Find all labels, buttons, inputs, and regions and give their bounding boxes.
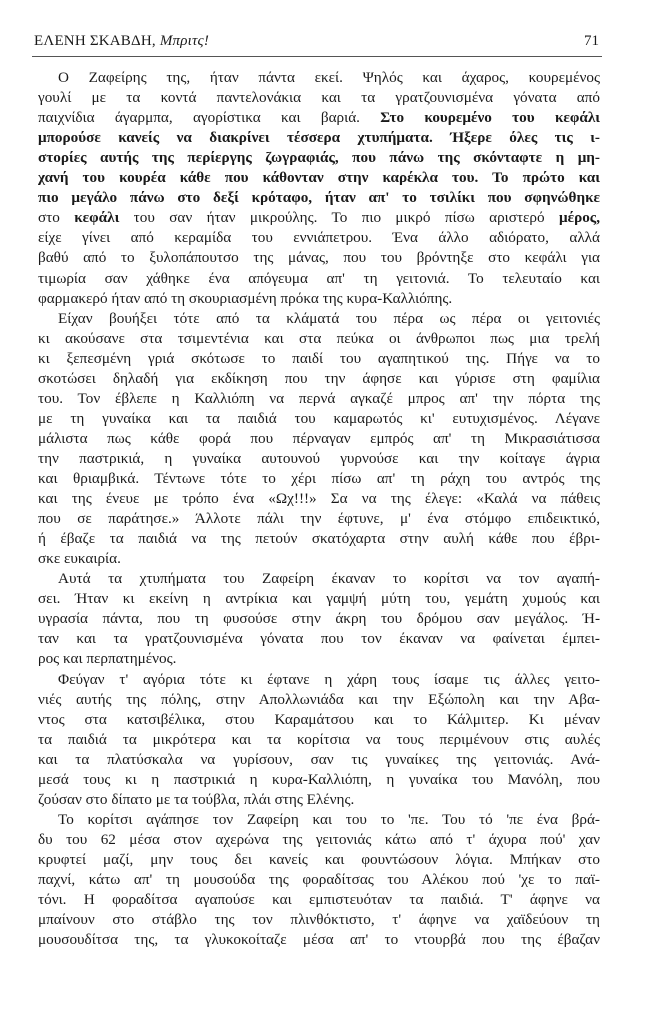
- book-title: Μπριτς!: [159, 33, 210, 49]
- text-line: σκε ευκαιρία.: [38, 550, 121, 567]
- text-line: μάλιστα πως κάθε φορά που πέρναγαν εμπρός απ' τη Μικρασιάτισσα: [38, 430, 600, 447]
- text-line: και θριαμβικά. Τέντωνε τότε το χέρι πίσω απ' τη ράχη του αντρός της: [38, 470, 600, 487]
- text-line: με τη γυναίκα και τα παιδιά του καμαρωτός κι' ευτυχισμένος. Λέγανε: [38, 410, 600, 427]
- text-line: ή έβαζε τα παιδιά να της πετούν σκατόχαρτα στην αυλή κάθε που έβρι-: [38, 530, 600, 547]
- text-line: χανή του κουρέα κάθε που κάθονταν στην καρέκλα του. Το πρώτο και: [38, 169, 600, 186]
- text-line: κρυφτεί μαζί, μην τους δει κανείς και φουντώσουν λόγια. Μπήκαν στο: [38, 851, 600, 868]
- text-line: [38, 208, 600, 228]
- text-run: του σαν ήταν μικρούλης. Το πιο μικρό πίσω αριστερό: [119, 209, 559, 226]
- text-line: δυ του 62 μέσα στον αχερώνα της γειτονιάς κάτω από τ' άχυρα πού' χαν: [38, 831, 600, 848]
- text-line: υγρασία πάντα, που τη φυσούσε στην άκρη του δρόμου σαν μεγάλος. Ή-: [38, 610, 600, 627]
- text-line: ζούσαν στο δίπατο με τα τούβλα, πλάι στης Ελένης.: [38, 791, 355, 808]
- text-line: την παστρικιά, η γυναίκα αυτουνού γυρνούσε και την κοίταγε άγρια: [38, 450, 600, 467]
- text-line: Είχαν βουήξει τότε από τα κλάματά του πέρα ως πέρα οι γειτονιές: [58, 310, 600, 327]
- text-line: γουλί με τα κοντά παντελονάκια και τα γρατζουνισμένα γόνατα από: [38, 89, 600, 106]
- text-line: ρος και περπατημένος.: [38, 650, 177, 667]
- text-line: κι ξεπεσμένη γριά σκότωσε το παιδί του αγαπητικού της. Πήγε να το: [38, 350, 600, 367]
- text-line: του. Τον έβλεπε η Καλλιόπη να περνά αγκαζέ μπρος απ' την πόρτα της: [38, 390, 600, 407]
- text-line: Ο Ζαφείρης της, ήταν πάντα εκεί. Ψηλός και άχαρος, κουρεμένος: [58, 69, 600, 86]
- text-line: ταν και τα γρατζουνισμένα γόνατα που τον έκαναν να φαίνεται έμπει-: [38, 630, 600, 647]
- text-line: είχε γίνει από κεραμίδα του εννιάπετρου. Ένα άλλο αδιόρατο, αλλά: [38, 229, 600, 246]
- text-line: και της ένευε με τρόπο ένα «Ωχ!!!» Σα να της έλεγε: «Καλά να πάθεις: [38, 490, 600, 507]
- text-run: παιχνίδια άγαρμπα, αγορίστικα και βαριά.: [38, 109, 381, 126]
- header-rule: [32, 56, 602, 57]
- text-line: βαθύ από το ξυλοπάπουτσο της μάνας, που του βρόντηξε στο κεφάλι για: [38, 249, 600, 266]
- bold-text-run: Στο κουρεμένο του κεφάλι: [380, 109, 600, 126]
- text-line: μουσουδίτσα της, τα γλυκοκοίταζε μέσα απ' το ντουρβά που της έβαζαν: [38, 931, 600, 948]
- text-line: [38, 108, 600, 128]
- text-line: παχνί, κάτω απ' τη μουσούδα της φοραδίτσας του Αλέκου πού 'χε το παϊ-: [38, 871, 600, 888]
- text-line: Φεύγαν τ' αγόρια τότε κι έφτανε η χάρη τους ίσαμε τις άλλες γειτο-: [58, 671, 600, 688]
- page-number: 71: [584, 33, 599, 49]
- text-line: μεσά τους κι η παστρικιά η κυρα-Καλλιόπη, η γυναίκα του Μανόλη, που: [38, 771, 600, 788]
- text-run: στο: [38, 209, 75, 226]
- author-name: ΕΛΕΝΗ ΣΚΑΒΔΗ,: [34, 33, 156, 49]
- text-line: σκοτώσει δηλαδή για εκδίκηση που την άφησε και γύρισε στη φαμίλια: [38, 370, 600, 387]
- text-line: τιμωρία σαν χάθηκε ένα απόγευμα απ' τη γειτονιά. Το τελευταίο και: [38, 270, 600, 287]
- bold-text-run: μέρος,: [558, 209, 600, 226]
- text-line: τα παιδιά τα μικρότερα και τα κορίτσια να τους περιμένουν στις αυλές: [38, 731, 600, 748]
- text-line: πιο μεγάλο πάνω στο δεξί κρόταφο, ήταν απ' το τσιλίκι που σφηνώθηκε: [38, 189, 600, 206]
- text-line: Αυτά τα χτυπήματα του Ζαφείρη έκαναν το κορίτσι να τον αγαπή-: [58, 570, 600, 587]
- running-header-author: [34, 32, 209, 50]
- bold-text-run: κεφάλι: [74, 209, 120, 226]
- text-line: φαρμακερό ήταν από τη σκουριασμένη πρόκα της κυρα-Καλλιόπης.: [38, 290, 453, 307]
- text-line: κι ακούσανε στα τσιμεντένια και στα πεύκα οι άνθρωποι πως μια τρελή: [38, 330, 600, 347]
- text-line: ντος στα κατσιβέλικα, στου Καραμάτσου και το Κάλμιτερ. Κι μέναν: [38, 711, 600, 728]
- text-line: και τα πλατύσκαλα να γυρίσουν, σαν τις γυναίκες της γειτονιάς. Ανά-: [38, 751, 600, 768]
- text-line: τόνι. Η φοραδίτσα αγαπούσε και εμπιστευόταν τα παιδιά. Τ' άφηνε να: [38, 891, 600, 908]
- text-line: που σε παράτησε.» Άλλοτε πάλι την έφτυνε, μ' ένα στόμφο επιδεικτικό,: [38, 510, 600, 527]
- text-line: νιές αυτής της πόλης, στην Απολλωνιάδα και την Εξώπολη και την Αβα-: [38, 691, 600, 708]
- text-line: σει. Ήταν κι εκείνη η αντρίκια και γαμψή μύτη του, γεμάτη χυμούς και: [38, 590, 600, 607]
- text-line: στορίες αυτής της περίεργης ζωγραφιάς, που πάνω της σκόνταφτε η μη-: [38, 149, 600, 166]
- text-line: μπαίνουν στο στάβλο της τον πλινθόκτιστο, τ' άφηνε να χαϊδεύουν τη: [38, 911, 600, 928]
- text-line: Το κορίτσι αγάπησε τον Ζαφείρη και του το 'πε. Του τό 'πε ένα βρά-: [58, 811, 600, 828]
- text-line: μπορούσε κανείς να διακρίνει τέσσερα χτυπήματα. Ήξερε όλες τις ι-: [38, 129, 600, 146]
